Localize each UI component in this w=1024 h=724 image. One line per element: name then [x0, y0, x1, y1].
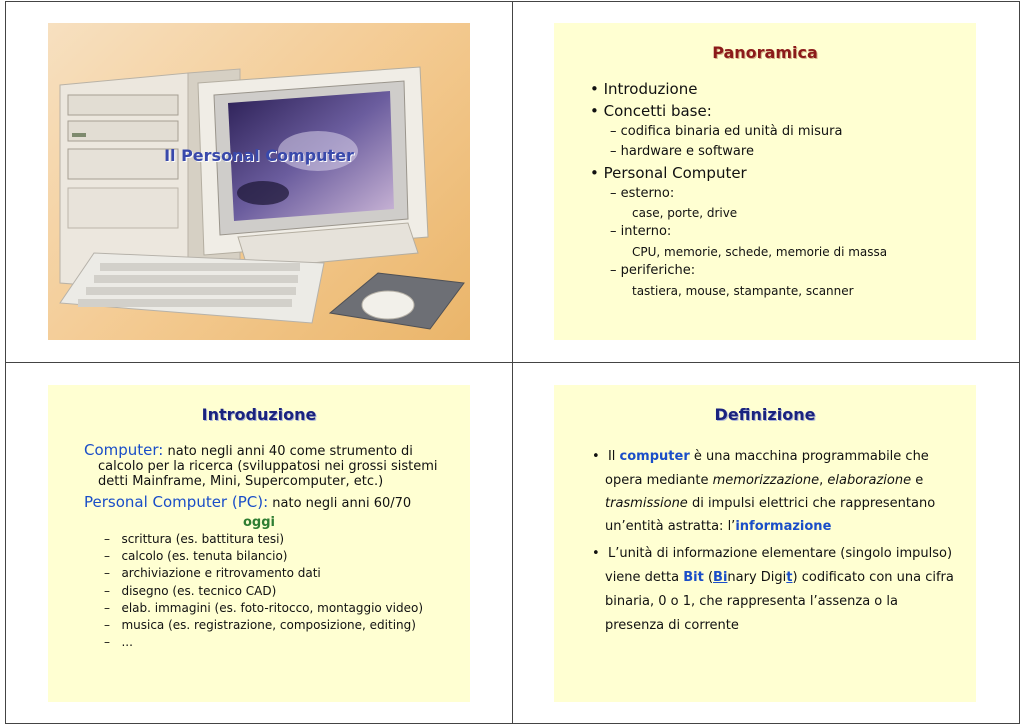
overview-subitem: – esterno:: [610, 186, 675, 201]
computer-label: Computer:: [84, 441, 164, 459]
definition-line: viene detta Bit (Binary Digit) codificato con una cifra: [605, 570, 954, 585]
overview-title: Panoramica: [712, 43, 818, 62]
list-item: – elab. immagini (es. foto-ritocco, montaggio video): [104, 600, 424, 615]
list-item: – ...: [104, 635, 133, 650]
overview-subitem: – codifica binaria ed unità di misura: [610, 124, 843, 139]
cover-slide: [48, 23, 470, 340]
definition-line: presenza di corrente: [605, 618, 739, 633]
list-item: – musica (es. registrazione, composizione, editing): [104, 617, 416, 632]
pc-paragraph: Personal Computer (PC): nato negli anni 60/70: [84, 493, 412, 511]
list-item: – disegno (es. tecnico CAD): [104, 583, 277, 598]
personal-computer-illustration: [48, 23, 470, 340]
overview-subitem: – hardware e software: [610, 144, 754, 159]
list-item: – calcolo (es. tenuta bilancio): [104, 549, 288, 564]
intro-slide: [48, 385, 470, 702]
definition-line: • Il computer è una macchina programmabile che: [592, 449, 929, 464]
list-item: – scrittura (es. battitura tesi): [104, 532, 285, 546]
overview-detail: tastiera, mouse, stampante, scanner: [632, 284, 854, 298]
definition-line: trasmissione di impulsi elettrici che rappresentano: [605, 496, 936, 511]
overview-item: • Concetti base:: [590, 102, 712, 120]
uses-list: [104, 531, 423, 651]
definition-line: opera mediante memorizzazione, elaborazione e: [605, 473, 924, 488]
overview-slide: [554, 23, 976, 340]
overview-detail: CPU, memorie, schede, memorie di massa: [632, 245, 888, 259]
list-item: – archiviazione e ritrovamento dati: [104, 566, 321, 581]
pc-label: Personal Computer (PC):: [84, 493, 269, 511]
intro-title: Introduzione: [201, 405, 317, 424]
definition-line: • L’unità di informazione elementare (singolo impulso): [592, 546, 953, 561]
definition-line: binaria, 0 o 1, che rappresenta l’assenza o la: [605, 594, 898, 609]
oggi-label: oggi: [243, 515, 275, 530]
overview-subitem: – periferiche:: [610, 263, 696, 278]
definition-title: Definizione: [714, 405, 816, 424]
overview-item: • Personal Computer: [590, 164, 747, 182]
computer-paragraph: Computer: nato negli anni 40 come strumento di calcolo per la ricerca (sviluppatosi nei grossi sistemi detti Mainframe, Mini, Supercomputer, etc.): [84, 441, 438, 489]
overview-subitem: – interno:: [610, 224, 672, 239]
definition-slide: [554, 385, 976, 702]
overview-item: • Introduzione: [590, 80, 698, 98]
overview-detail: case, porte, drive: [632, 206, 738, 220]
definition-line: un’entità astratta: l’informazione: [605, 519, 832, 534]
cover-title: Il Personal Computer: [164, 146, 354, 165]
